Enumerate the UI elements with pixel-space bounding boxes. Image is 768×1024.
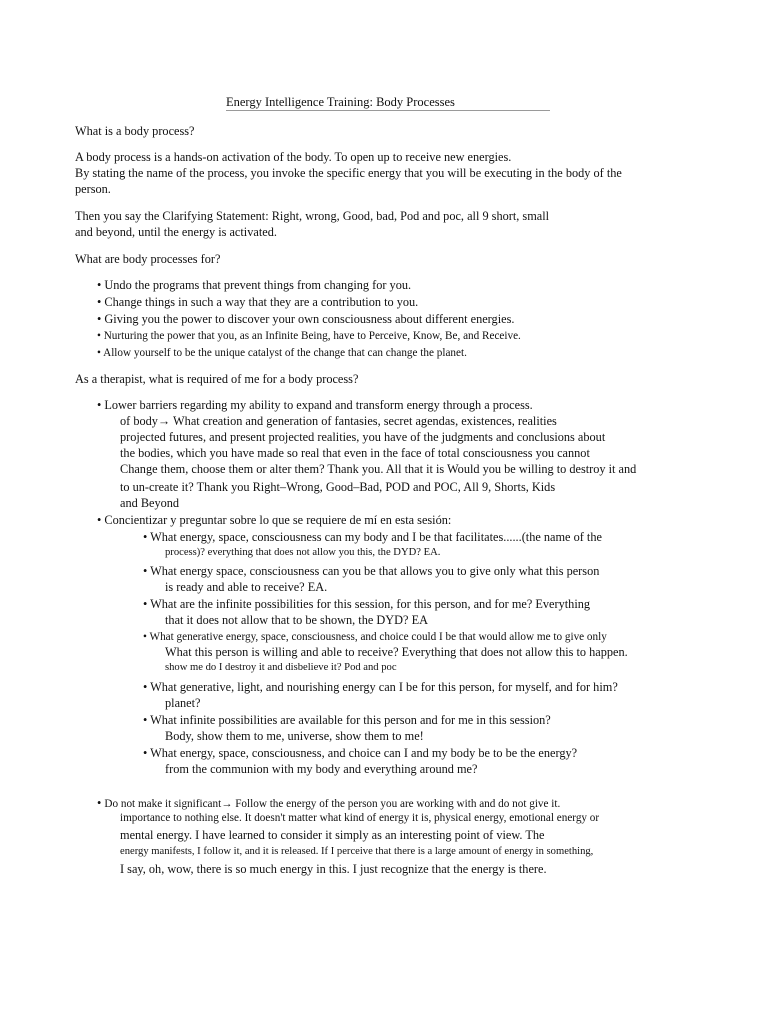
list-item-continuation: I say, oh, wow, there is so much energy in this. I just recognize that the energy is there. — [120, 862, 547, 876]
sub-list-item: • What infinite possibilities are available for this person and for me in this session? — [143, 713, 551, 727]
sub-list-item-continuation: process)? everything that does not allow you this, the DYD? EA. — [165, 547, 441, 558]
sub-list-item-continuation: Body, show them to me, universe, show them to me! — [165, 729, 424, 743]
list-item: • Concientizar y preguntar sobre lo que se requiere de mí en esta sesión: — [97, 513, 452, 527]
list-item: • Nurturing the power that you, as an Infinite Being, have to Perceive, Know, Be, and Receive. — [97, 330, 521, 342]
list-item-continuation: mental energy. I have learned to consider it simply as an interesting point of view. The — [120, 828, 545, 842]
sub-list-item-text: What generative, light, and nourishing energy can I be for this person, for myself, and for him? — [150, 680, 618, 694]
sub-list-item-continuation: planet? — [165, 696, 201, 710]
list-item-continuation: to un-create it? Thank you Right–Wrong, Good–Bad, POD and POC, All 9, Shorts, Kids — [120, 480, 556, 494]
list-item-continuation: energy manifests, I follow it, and it is released. If I perceive that there is a large amount of energy in something, — [120, 846, 594, 857]
question-therapist: As a therapist, what is required of me for a body process? — [75, 372, 359, 386]
sub-list-item-text: What energy, space, consciousness can my body and I be that facilitates......(the name of the — [150, 530, 602, 544]
sub-list-item-text: What energy space, consciousness can you be that allows you to give only what this person — [150, 564, 600, 578]
sub-list-item-continuation: show me do I destroy it and disbelieve it? Pod and poc — [165, 662, 397, 673]
sub-list-item: • What generative energy, space, consciousness, and choice could I be that would allow me to give only — [143, 631, 607, 643]
list-item: • Allow yourself to be the unique catalyst of the change that can change the planet. — [97, 347, 467, 359]
list-item-continuation: of body→ What creation and generation of fantasies, secret agendas, existences, realities — [120, 414, 557, 428]
sub-list-item: • What energy, space, consciousness, and choice can I and my body be to be the energy? — [143, 746, 578, 760]
list-item-text: Do not make it significant→ Follow the energy of the person you are working with and do not give it. — [104, 798, 561, 810]
list-item: • Undo the programs that prevent things from changing for you. — [97, 278, 412, 292]
sub-list-item-text: What are the infinite possibilities for this session, for this person, and for me? Everything — [150, 597, 591, 611]
sub-list-item-continuation: from the communion with my body and everything around me? — [165, 762, 478, 776]
sub-list-item-continuation: What this person is willing and able to receive? Everything that does not allow this to happen. — [165, 645, 628, 659]
paragraph-line: By stating the name of the process, you invoke the specific energy that you will be executing in the body of the — [75, 166, 622, 180]
paragraph-line: person. — [75, 182, 111, 196]
list-item-continuation: the bodies, which you have made so real that even in the face of total consciousness you cannot — [120, 446, 590, 460]
list-item-text: Nurturing the power that you, as an Infinite Being, have to Perceive, Know, Be, and Receive. — [103, 330, 521, 342]
list-item-text: Undo the programs that prevent things from changing for you. — [104, 278, 412, 292]
paragraph-line: Then you say the Clarifying Statement: Right, wrong, Good, bad, Pod and poc, all 9 short, small — [75, 209, 550, 223]
list-item-continuation: importance to nothing else. It doesn't matter what kind of energy it is, physical energy, emotional energy or — [120, 812, 600, 824]
list-item-text: Giving you the power to discover your own consciousness about different energies. — [104, 312, 515, 326]
sub-list-item: • What energy space, consciousness can you be that allows you to give only what this person — [143, 564, 600, 578]
sub-list-item: • What generative, light, and nourishing energy can I be for this person, for myself, and for him? — [143, 680, 618, 694]
list-item: • Do not make it significant→ Follow the energy of the person you are working with and do not give it. — [97, 796, 561, 810]
list-item-text: Allow yourself to be the unique catalyst of the change that can change the planet. — [103, 347, 467, 359]
sub-list-item-text: What energy, space, consciousness, and choice can I and my body be to be the energy? — [150, 746, 578, 760]
list-item-text: Change things in such a way that they are a contribution to you. — [104, 295, 419, 309]
list-item: • Giving you the power to discover your own consciousness about different energies. — [97, 312, 515, 326]
list-item-continuation: Change them, choose them or alter them? Thank you. All that it is Would you be willing to destroy it and — [120, 462, 637, 476]
sub-list-item-text: What infinite possibilities are available for this person and for me in this session? — [150, 713, 551, 727]
sub-list-item-continuation: is ready and able to receive? EA. — [165, 580, 328, 594]
list-item-text: Concientizar y preguntar sobre lo que se requiere de mí en esta sesión: — [104, 513, 452, 527]
list-item-text: Lower barriers regarding my ability to expand and transform energy through a process. — [104, 398, 533, 412]
document-title: Energy Intelligence Training: Body Processes — [226, 95, 550, 111]
sub-list-item: • What are the infinite possibilities for this session, for this person, and for me? Everything — [143, 597, 591, 611]
question-what-for: What are body processes for? — [75, 252, 221, 266]
list-item: • Lower barriers regarding my ability to expand and transform energy through a process. — [97, 398, 533, 412]
paragraph-line: A body process is a hands-on activation of the body. To open up to receive new energies. — [75, 150, 512, 164]
sub-list-item-continuation: that it does not allow that to be shown, the DYD? EA — [165, 613, 428, 627]
sub-list-item-text: What generative energy, space, consciousness, and choice could I be that would allow me to give only — [149, 631, 607, 643]
list-item-continuation: projected futures, and present projected realities, you have of the judgments and conclusions about — [120, 430, 606, 444]
sub-list-item: • What energy, space, consciousness can my body and I be that facilitates......(the name of the — [143, 530, 602, 544]
list-item-continuation: and Beyond — [120, 496, 180, 510]
question-what-is: What is a body process? — [75, 124, 195, 138]
paragraph-line: and beyond, until the energy is activated. — [75, 225, 277, 239]
list-item: • Change things in such a way that they are a contribution to you. — [97, 295, 419, 309]
